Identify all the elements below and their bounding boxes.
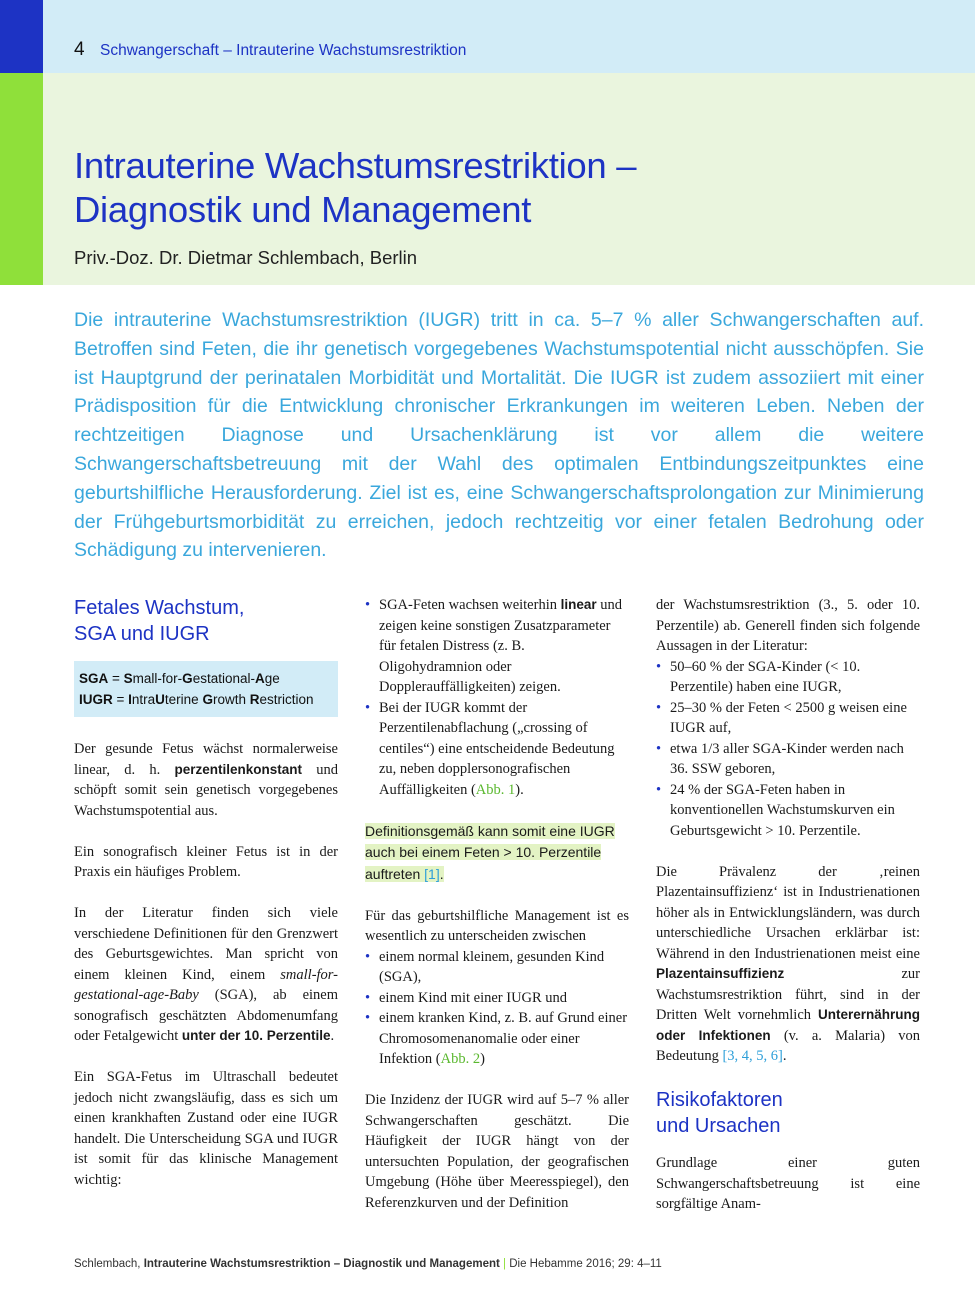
paragraph: Für das geburtshilfliche Management ist es wesentlich zu unterscheiden zwischen xyxy=(365,907,629,944)
initial: U xyxy=(155,692,165,707)
bold-term: unter der 10. Perzentile xyxy=(181,1028,331,1043)
page-number: 4 xyxy=(74,39,85,60)
text: (SGA), ab einem sonografisch geschätzten Abdomenumfang oder Fetalgewicht xyxy=(74,987,339,1044)
highlight-paragraph xyxy=(365,821,629,886)
heading-line: und Ursachen xyxy=(656,1115,781,1137)
text: . xyxy=(330,1028,335,1044)
text: SGA-Feten wachsen weiterhin xyxy=(379,597,557,613)
paragraph xyxy=(656,862,920,1067)
text: etwa 1/3 aller SGA-Kinder werden nach 36. SSW geboren, xyxy=(670,740,904,777)
bold-term: perzentilenkonstant xyxy=(174,761,303,777)
list-item xyxy=(656,739,920,780)
section-heading-risikofaktoren xyxy=(656,1087,920,1139)
heading-line: SGA und IUGR xyxy=(74,623,210,645)
footer-citation xyxy=(74,1258,662,1270)
definition-iugr xyxy=(79,689,332,710)
abbr: IUGR xyxy=(79,692,113,707)
paragraph: Ein SGA-Fetus im Ultraschall bedeutet jedoch nicht zwangsläufig, dass es sich um einen krankhaften Zustand oder eine IUGR handelt. Die Unterscheidung SGA und IUGR ist somit für das klinische Management wichtig: xyxy=(74,1069,338,1188)
bullet-icon: • xyxy=(656,658,662,675)
text: ge xyxy=(264,671,280,686)
footer-journal: Die Hebamme 2016; 29: 4–11 xyxy=(509,1258,662,1270)
eq: = xyxy=(108,671,124,686)
paragraph xyxy=(74,739,338,821)
eq: = xyxy=(112,692,129,707)
initial: S xyxy=(123,671,133,686)
bullet-list xyxy=(365,595,629,800)
paragraph: der Wachstumsrestriktion (3., 5. oder 10. Perzentile) ab. Generell finden sich folgende Aussagen in der Literatur: xyxy=(656,597,920,654)
text: ). xyxy=(515,781,524,798)
figure-reference[interactable]: Abb. 2 xyxy=(440,1051,481,1067)
figure-reference[interactable]: Abb. 1 xyxy=(475,781,516,798)
text: und schöpft somit sein genetisch vorgegebenes Wachstumspotential aus. xyxy=(74,761,339,819)
highlight-text xyxy=(365,823,615,882)
paragraph: Grundlage einer guten Schwangerschaftsbetreuung ist eine sorgfältige Anam- xyxy=(656,1155,920,1212)
bullet-icon: • xyxy=(656,699,662,716)
text: einem kranken Kind, z. B. auf Grund einer Chromosomenanomalie oder einer Infektion ( xyxy=(379,1010,628,1067)
text: 50–60 % der SGA-Kinder (< 10. Perzentile) haben eine IUGR, xyxy=(670,658,861,695)
initial: G xyxy=(182,671,193,686)
list-item xyxy=(365,595,629,698)
list-item xyxy=(656,657,920,698)
paragraph: Die Inzidenz der IUGR wird auf 5–7 % aller Schwangerschaften geschätzt. Die Häufigkeit der IUGR hängt von der untersuchten Population, der geografischen Umgebung (Höhe über Meeresspiegel), den Referenzkurven und der Definition xyxy=(365,1092,629,1211)
title-color-bar xyxy=(0,73,43,285)
text: 25–30 % der Feten < 2500 g weisen eine IUGR auf, xyxy=(670,699,907,736)
bold-term: linear xyxy=(560,597,597,612)
text: Der gesunde Fetus wächst normalerweise linear, d. h. xyxy=(74,741,338,778)
text: terine xyxy=(164,692,203,707)
bullet-icon: • xyxy=(365,699,371,716)
bullet-icon: • xyxy=(365,948,371,965)
title-line-2: Diagnostik und Management xyxy=(74,189,532,230)
text: . xyxy=(439,865,444,882)
text: estational- xyxy=(192,671,255,686)
header-band xyxy=(43,0,975,73)
paragraph xyxy=(74,903,338,1047)
definition-sga xyxy=(79,668,332,689)
column-3 xyxy=(656,595,920,1235)
initial: A xyxy=(254,671,265,686)
text: mall-for- xyxy=(132,671,183,686)
list-item xyxy=(656,698,920,739)
text: In der Literatur finden sich viele verschiedene Definitionen für den Grenzwert des Geburtsgewichtes. Man spricht von einem kleinen Kind, einem xyxy=(74,905,338,983)
heading-line: Risikofaktoren xyxy=(656,1089,783,1111)
heading-line: Fetales Wachstum, xyxy=(74,597,245,619)
italic-term: small-for-gestational-age-Baby xyxy=(74,966,338,1003)
text: ) xyxy=(480,1051,485,1067)
text: einem Kind mit einer IUGR und xyxy=(379,989,568,1006)
column-1 xyxy=(74,595,338,1211)
initial: R xyxy=(249,692,260,707)
bold-term: Plazentainsuffizienz xyxy=(656,966,785,981)
definition-box xyxy=(74,661,338,717)
bullet-list xyxy=(365,947,629,1070)
citation-link[interactable]: [1] xyxy=(424,865,440,882)
bullet-icon: • xyxy=(656,781,662,798)
citation-link[interactable]: [3, 4, 5, 6] xyxy=(722,1048,783,1064)
abbr: SGA xyxy=(79,671,109,686)
paragraph: Ein sonografisch kleiner Fetus ist in der Praxis ein häufiges Problem. xyxy=(74,843,338,880)
text: einem normal kleinem, gesunden Kind (SGA), xyxy=(379,948,605,985)
initial: I xyxy=(128,692,132,707)
text: 24 % der SGA-Feten haben in konventionellen Wachstumskurven ein Geburtsgewicht > 10. Perzentile. xyxy=(670,781,895,839)
bullet-icon: • xyxy=(365,597,371,613)
text: (v. a. Malaria) von Bedeutung xyxy=(656,1027,920,1064)
list-item xyxy=(365,947,629,988)
text: zur Wachstumsrestriktion führt, sind in der Dritten Welt vornehmlich xyxy=(656,966,920,1023)
text: rowth xyxy=(212,692,250,707)
list-item xyxy=(365,988,629,1009)
text: Bei der IUGR kommt der Perzentilenabflachung („crossing of centiles“) eine entscheidende Bedeutung zu, neben dopplersonografischen Auffälligkeiten ( xyxy=(379,699,615,798)
footer-separator: | xyxy=(503,1258,507,1270)
text: Definitionsgemäß kann somit eine IUGR auch bei einem Feten > 10. Perzentile auftreten xyxy=(365,822,615,882)
bold-term: Unterernährung oder Infektionen xyxy=(656,1007,920,1043)
list-item xyxy=(365,1008,629,1070)
bullet-icon: • xyxy=(365,1010,371,1026)
section-heading-fetales-wachstum xyxy=(74,595,338,647)
initial: G xyxy=(202,692,213,707)
text: . xyxy=(782,1048,787,1064)
bullet-list xyxy=(656,657,920,842)
text: und zeigen keine sonstigen Zusatzparameter für fetalen Distress (z. B. Oligohydramnion oder Dopplerauffälligkeiten) zeigen. xyxy=(379,597,623,695)
column-2 xyxy=(365,595,629,1234)
text: ntra xyxy=(131,692,156,707)
footer-author: Schlembach, xyxy=(74,1258,144,1270)
footer-title: Intrauterine Wachstumsrestriktion – Diagnostik und Management xyxy=(143,1258,500,1270)
title-line-1: Intrauterine Wachstumsrestriktion – xyxy=(74,145,637,186)
text: estriction xyxy=(259,692,314,707)
text: Die Prävalenz der ‚reinen Plazentainsuffizienz‘ ist in Industrienationen höher als in Entwicklungsländern, was durch unterschiedliche Ursachen erklärbar ist: Während in den Industrienationen meist eine xyxy=(656,863,920,962)
author: Priv.-Doz. Dr. Dietmar Schlembach, Berlin xyxy=(74,247,418,268)
running-head: Schwangerschaft – Intrauterine Wachstumsrestriktion xyxy=(100,42,467,59)
bullet-icon: • xyxy=(365,989,371,1006)
article-title xyxy=(74,144,954,232)
header-color-bar xyxy=(0,0,43,73)
list-item xyxy=(656,780,920,842)
bullet-icon: • xyxy=(656,740,662,757)
abstract: Die intrauterine Wachstumsrestriktion (IUGR) tritt in ca. 5–7 % aller Schwangerschaften auf. Betroffen sind Feten, die ihr genetisch vorgegebenes Wachstumspotential nicht ausschöpfen. Sie ist Hauptgrund der perinatalen Morbidität und Mortalität. Die IUGR ist zudem assoziiert mit einer Prädisposition für die Entwicklung chronischer Erkrankungen im weiteren Leben. Neben der rechtzeitigen Diagnose und Ursachenklärung ist vor allem die weitere Schwangerschaftsbetreuung mit der Wahl des optimalen Entbindungszeitpunktes eine geburtshilfliche Herausforderung. Ziel ist es, eine Schwangerschaftsprolongation zur Minimierung der Frühgeburtsmorbidität zu erreichen, jedoch rechtzeitig vor einer fetalen Bedrohung oder Schädigung zu intervenieren. xyxy=(74,309,924,562)
list-item xyxy=(365,698,629,801)
